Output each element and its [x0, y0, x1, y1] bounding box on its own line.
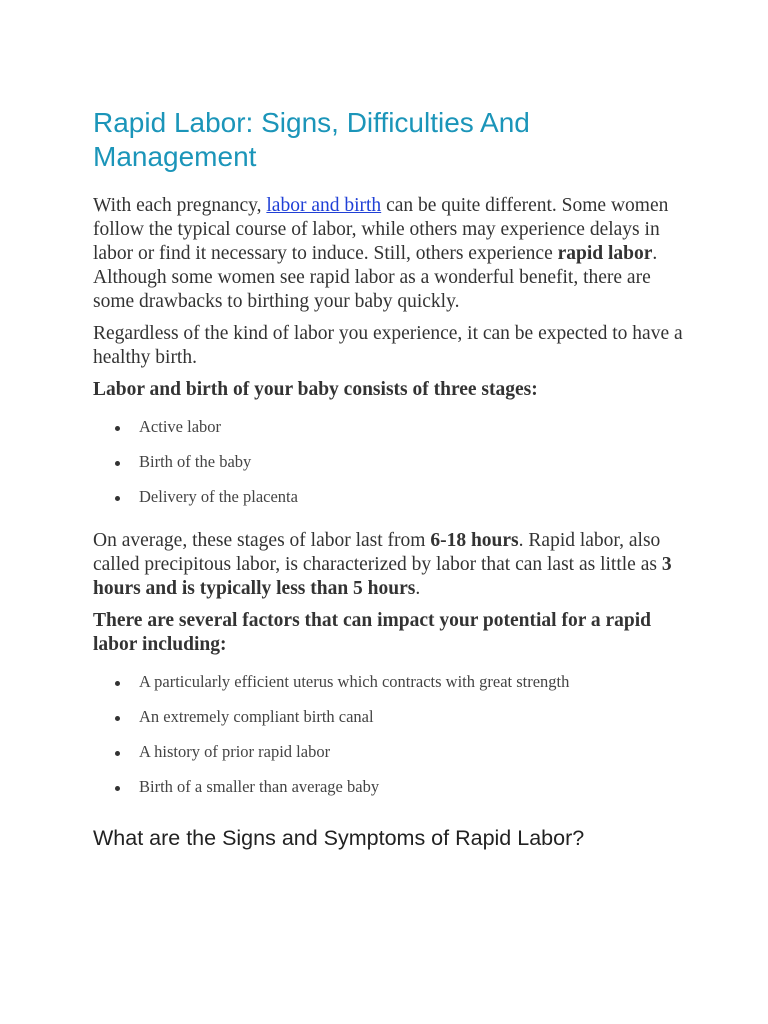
intro-paragraph [93, 194, 693, 314]
bullet-icon [115, 681, 120, 686]
healthy-birth-paragraph: Regardless of the kind of labor you experience, it can be expected to have a healthy birth. [93, 323, 683, 368]
rapid-labor-bold: rapid labor [557, 243, 653, 264]
bullet-icon [115, 426, 120, 431]
list-item-label: An extremely compliant birth canal [139, 707, 374, 726]
list-item-label: A particularly efficient uterus which contracts with great strength [139, 672, 570, 691]
labor-and-birth-link[interactable]: labor and birth [266, 195, 382, 216]
duration-bold-2: 3 hours and is typically less than 5 hours [93, 554, 672, 599]
duration-text-1: On average, these stages of labor last from [93, 530, 431, 551]
list-item [113, 702, 693, 737]
duration-paragraph [93, 529, 693, 601]
article [93, 106, 693, 851]
list-item [113, 412, 693, 447]
list-item [113, 667, 693, 702]
list-item [113, 737, 693, 772]
stages-heading: Labor and birth of your baby consists of three stages: [93, 379, 538, 400]
signs-heading: What are the Signs and Symptoms of Rapid Labor? [93, 826, 585, 850]
bullet-icon [115, 461, 120, 466]
bullet-icon [115, 786, 120, 791]
intro-text-1: With each pregnancy, [93, 195, 267, 216]
duration-bold-1: 6-18 hours [430, 530, 519, 551]
list-item [113, 772, 693, 807]
intro-text-3: . Although some women see rapid labor as a wonderful benefit, there are some drawbacks to birthing your baby quickly. [93, 243, 658, 312]
duration-text-2: . Rapid labor, also called precipitous labor, is characterized by labor that can last as little as [93, 530, 662, 575]
article-title: Rapid Labor: Signs, Difficulties And Management [93, 107, 530, 172]
list-item [113, 482, 693, 517]
list-item-label: Delivery of the placenta [139, 487, 298, 506]
bullet-icon [115, 496, 120, 501]
bullet-icon [115, 751, 120, 756]
list-item-label: Active labor [139, 417, 222, 436]
list-item-label: A history of prior rapid labor [139, 742, 331, 761]
factors-list [93, 667, 693, 807]
stages-list [93, 412, 693, 517]
bullet-icon [115, 716, 120, 721]
duration-text-3: . [415, 578, 421, 599]
list-item [113, 447, 693, 482]
list-item-label: Birth of the baby [139, 452, 252, 471]
list-item-label: Birth of a smaller than average baby [139, 777, 380, 796]
factors-heading: There are several factors that can impact your potential for a rapid labor including: [93, 610, 652, 655]
intro-text-2: can be quite different. Some women follow the typical course of labor, while others may experience delays in labor or find it necessary to induce. Still, others experience [93, 195, 669, 264]
